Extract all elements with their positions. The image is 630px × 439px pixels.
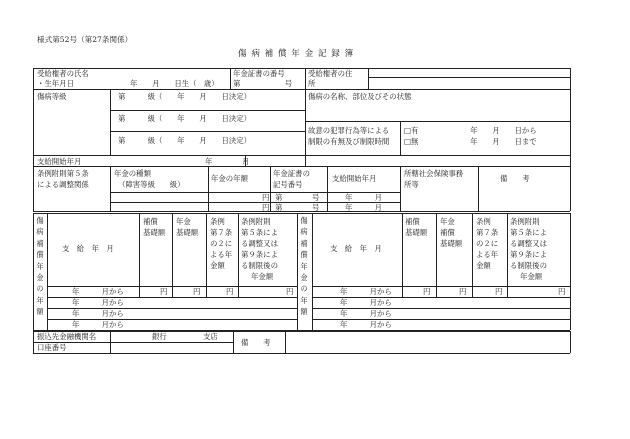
crime-label-cont: 制限の有無及び制限時間 xyxy=(308,137,390,146)
grade-row-3: 第 級（ 年 月 日決定） xyxy=(118,136,252,145)
col-month-left: 支 給 年 月 xyxy=(62,244,114,253)
col-art7-right: 条例 第７条 の２に よる年 金額 xyxy=(476,217,499,270)
adjust-label: 条例附則第５条 xyxy=(37,169,89,178)
recipient-name-label: 受給権者の氏名 xyxy=(37,69,89,78)
yen-right-3: 円 xyxy=(495,287,503,296)
yen-left-1: 円 xyxy=(160,287,168,296)
bank-suffix: 銀行 xyxy=(152,332,167,341)
adjust-row2-number: 第 号 xyxy=(275,203,320,212)
pension-cert-label-cont: 記号番号 xyxy=(273,180,303,189)
pension-type-grade: （障害等級 級） xyxy=(118,180,185,189)
pension-amount-label: 年金の年額 xyxy=(211,174,248,183)
certificate-number-label: 年金証書の番号 xyxy=(233,69,285,78)
col-pension-base-left: 年金 基礎額 xyxy=(176,217,199,237)
adjust-row1-yen: 円 xyxy=(262,193,270,202)
col-adjust-right: 条例附則 第５条によ る調整又は 第９条によ る制限後の 年金額 xyxy=(510,217,547,281)
yen-right-1: 円 xyxy=(423,287,431,296)
yen-right-4: 円 xyxy=(558,287,566,296)
row-month-left-4: 年 月から xyxy=(72,320,124,329)
start-value: 年 月 xyxy=(205,157,250,166)
col-base-right: 補償 基礎額 xyxy=(405,217,428,237)
pension-type-label: 年金の種類 xyxy=(114,169,151,178)
form-title: 傷 病 補 償 年 金 記 録 簿 xyxy=(238,49,355,59)
side-label-left: 傷 病 補 償 年 金 の 年 額 xyxy=(36,216,44,317)
injury-label: 傷病の名称、部位及びその状態 xyxy=(308,92,412,101)
side-label-right: 傷 病 補 償 年 金 の 年 額 xyxy=(300,216,308,317)
crime-label: 故意の犯罪行為等による xyxy=(308,126,390,135)
account-label: 口座番号 xyxy=(37,343,67,352)
adjust-row1-month: 年 月 xyxy=(345,193,382,202)
col-art7-left: 条例 第７条 の２に よる年 金額 xyxy=(210,217,233,270)
crime-no: □無 年 月 日まで xyxy=(404,137,537,146)
grade-row-2: 第 級（ 年 月 日決定） xyxy=(118,114,252,123)
yen-right-2: 円 xyxy=(459,287,467,296)
col-pension-base-right: 年金 補償 基礎額 xyxy=(440,217,463,248)
remarks-label: 備 考 xyxy=(500,174,530,183)
row-month-right-2: 年 月から xyxy=(340,298,392,307)
col-base-left: 補償 基礎額 xyxy=(143,217,166,237)
office-label: 所轄社会保険事務 xyxy=(404,169,464,178)
col-month-right: 支 給 年 月 xyxy=(330,244,382,253)
col-adjust-left: 条例附則 第５条によ る調整又は 第９条によ る制限後の 年金額 xyxy=(241,217,278,281)
address-label: 受給権者の住 xyxy=(308,69,353,78)
adjust-row2-yen: 円 xyxy=(262,203,270,212)
row-month-left-1: 年 月から xyxy=(72,287,124,296)
bank-label: 振込先金融機関名 xyxy=(37,332,97,341)
pension-start-label: 支給開始年月 xyxy=(332,174,377,183)
yen-left-3: 円 xyxy=(226,287,234,296)
branch-suffix: 支店 xyxy=(203,332,218,341)
row-month-right-4: 年 月から xyxy=(340,320,392,329)
office-label-cont: 所等 xyxy=(404,180,419,189)
form-number: 様式第52号（第27条関係） xyxy=(37,35,133,44)
row-month-right-3: 年 月から xyxy=(340,309,392,318)
start-label: 支給開始年月 xyxy=(37,157,82,166)
row-month-left-2: 年 月から xyxy=(72,298,124,307)
crime-yes: □有 年 月 日から xyxy=(404,126,537,135)
row-month-left-3: 年 月から xyxy=(72,309,124,318)
yen-left-4: 円 xyxy=(286,287,294,296)
adjust-label-cont: による調整関係 xyxy=(37,180,89,189)
pension-cert-label: 年金証書の xyxy=(273,169,310,178)
adjust-row1-number: 第 号 xyxy=(275,193,320,202)
birth-date-value: 年 月 日生（ 歳） xyxy=(130,79,219,88)
row-month-right-1: 年 月から xyxy=(340,287,392,296)
yen-left-2: 円 xyxy=(193,287,201,296)
footer-remarks-label: 備 考 xyxy=(241,338,271,347)
adjust-row2-month: 年 月 xyxy=(345,203,382,212)
grade-row-1: 第 級（ 年 月 日決定） xyxy=(118,92,252,101)
address-label-cont: 所 xyxy=(308,79,316,88)
certificate-number-value: 第 号 xyxy=(233,79,293,88)
grade-label: 傷病等級 xyxy=(37,92,67,101)
birth-date-label: ・生年月日 xyxy=(37,79,74,88)
